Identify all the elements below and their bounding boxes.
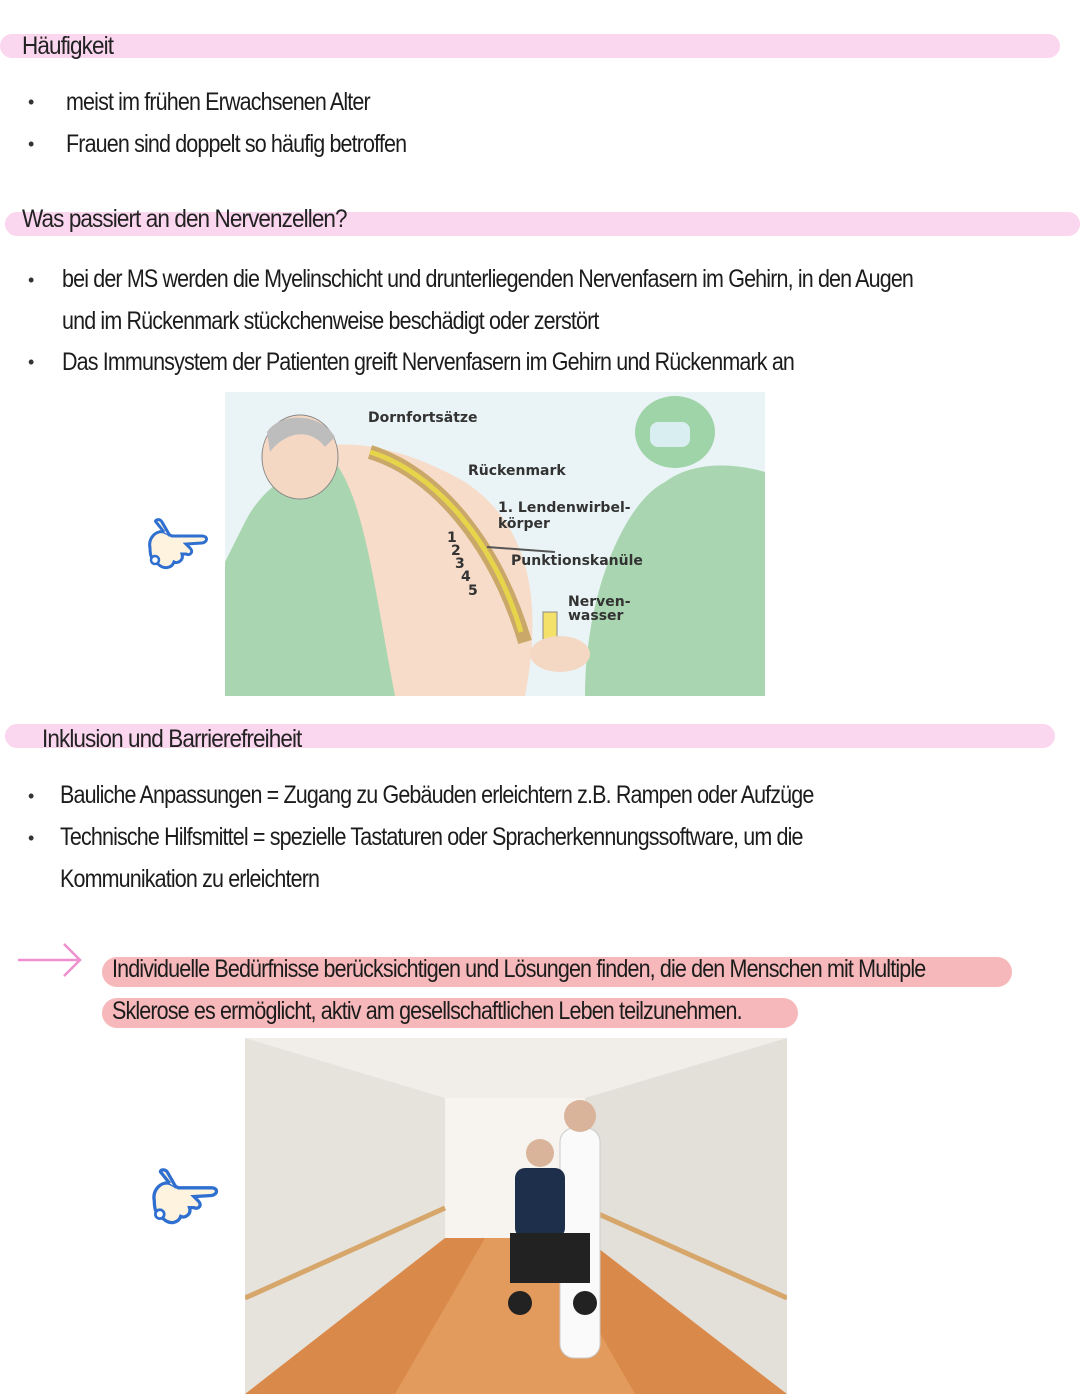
hospital-corridor-photo xyxy=(245,1038,787,1394)
conclusion-text: Individuelle Bedürfnisse berücksichtigen und Lösungen finden, die den Menschen mit Multiple xyxy=(112,955,926,983)
pointing-hand-icon xyxy=(145,1168,223,1234)
label-lendenwirbel: 1. Lendenwirbel- xyxy=(498,500,631,516)
heading-haeufigkeit: Häufigkeit xyxy=(22,32,114,60)
lumbar-puncture-illustration xyxy=(225,392,765,696)
vertebra-number: 5 xyxy=(468,583,478,599)
bullet-text: Das Immunsystem der Patienten greift Nervenfasern im Gehirn und Rückenmark an xyxy=(62,348,795,376)
heading-inklusion: Inklusion und Barrierefreiheit xyxy=(42,725,302,753)
bullet-text: Technische Hilfsmittel = spezielle Tastaturen oder Spracherkennungssoftware, um die xyxy=(60,823,803,851)
bullet-text: meist im frühen Erwachsenen Alter xyxy=(66,88,370,116)
label-wasser: wasser xyxy=(568,608,624,624)
bullet: • xyxy=(28,828,35,848)
arrow-right-icon xyxy=(16,940,86,980)
label-nerven: Nerven- xyxy=(568,594,631,610)
bullet: • xyxy=(28,134,35,154)
bullet-text: Frauen sind doppelt so häufig betroffen xyxy=(66,130,407,158)
bullet: • xyxy=(28,92,35,112)
bullet: • xyxy=(28,786,35,806)
vertebra-number: 3 xyxy=(455,556,465,572)
bullet-text: und im Rückenmark stückchenweise beschädigt oder zerstört xyxy=(62,307,599,335)
bullet-text: Kommunikation zu erleichtern xyxy=(60,865,320,893)
bullet: • xyxy=(28,352,35,372)
bullet: • xyxy=(28,270,35,290)
vertebra-number: 1 xyxy=(447,530,457,546)
label-rueckenmark: Rückenmark xyxy=(468,463,566,479)
conclusion-text: Sklerose es ermöglicht, aktiv am gesellschaftlichen Leben teilzunehmen. xyxy=(112,997,742,1025)
pointing-hand-icon xyxy=(142,518,212,578)
label-punktionskanuele: Punktionskanüle xyxy=(511,553,643,569)
label-dornfortsaetze: Dornfortsätze xyxy=(368,410,478,426)
vertebra-number: 4 xyxy=(461,569,471,585)
heading-highlight xyxy=(0,34,1060,58)
bullet-text: Bauliche Anpassungen = Zugang zu Gebäuden erleichtern z.B. Rampen oder Aufzüge xyxy=(60,781,814,809)
vertebra-number: 2 xyxy=(451,543,461,559)
bullet-text: bei der MS werden die Myelinschicht und drunterliegenden Nervenfasern im Gehirn, in den Augen xyxy=(62,265,914,293)
heading-nervenzellen: Was passiert an den Nervenzellen? xyxy=(22,205,347,233)
label-koerper: körper xyxy=(498,516,550,532)
